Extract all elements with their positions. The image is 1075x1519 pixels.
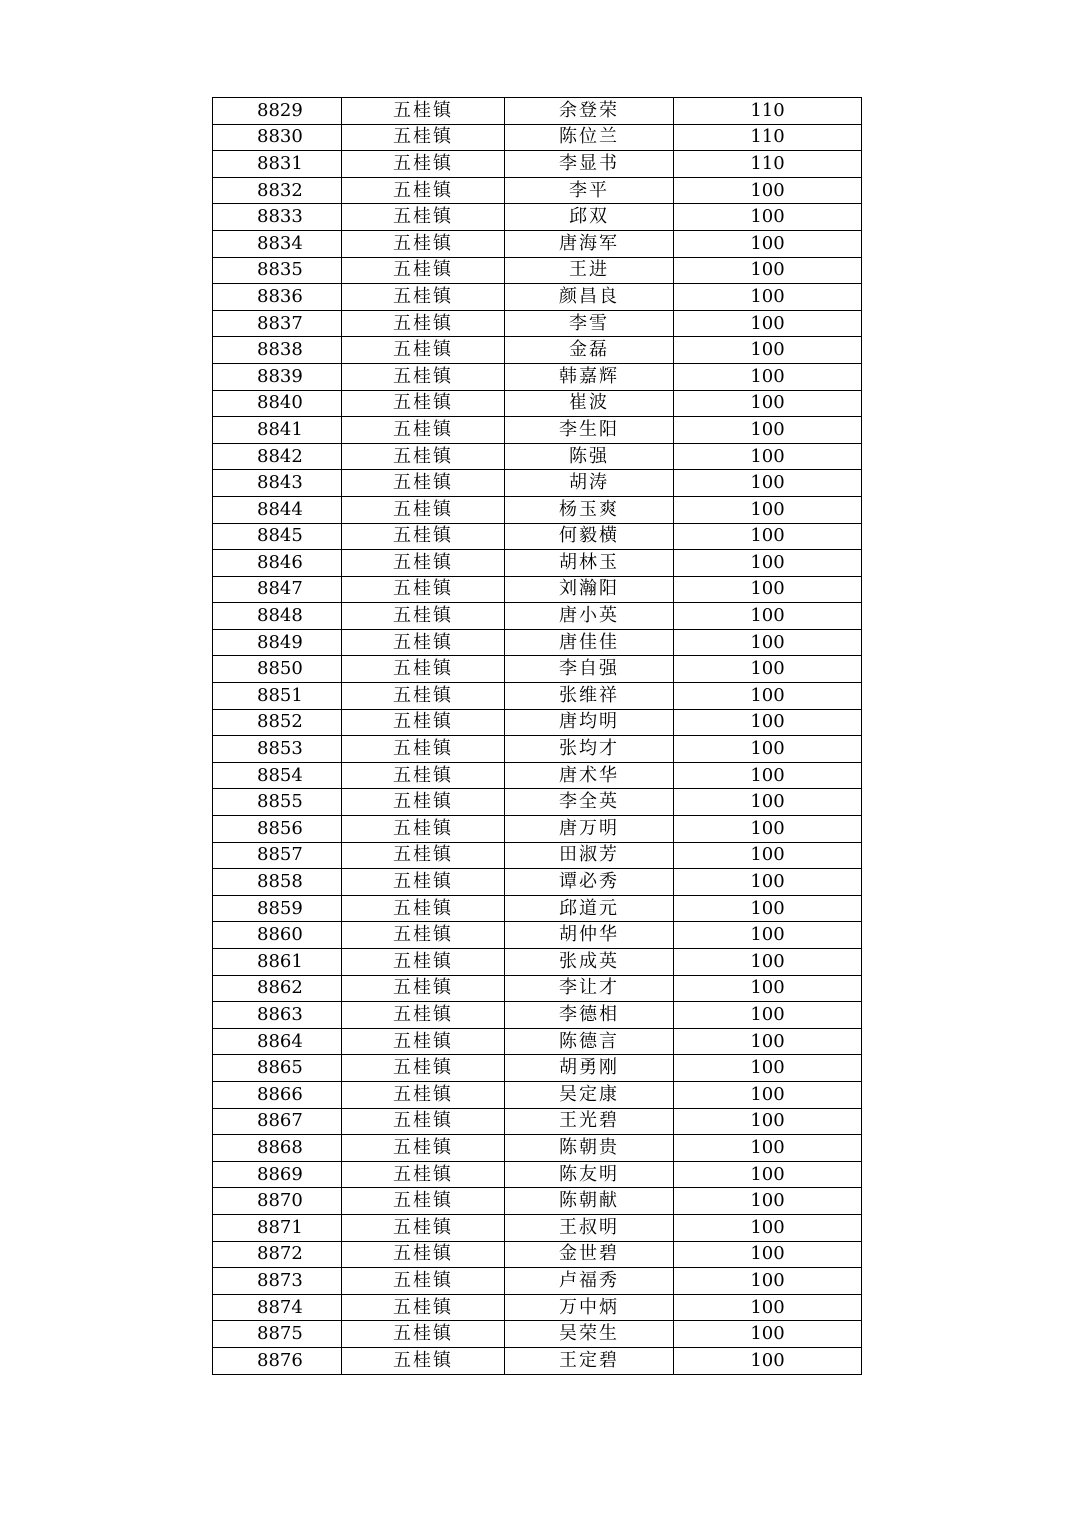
serial-number-cell: 8862	[213, 975, 342, 1002]
town-cell: 五桂镇	[342, 1347, 505, 1374]
table-row	[213, 496, 862, 523]
serial-number-cell: 8841	[213, 417, 342, 444]
amount-cell: 100	[674, 204, 862, 231]
town-cell: 五桂镇	[342, 1055, 505, 1082]
serial-number-cell: 8875	[213, 1321, 342, 1348]
amount-cell: 100	[674, 869, 862, 896]
serial-number-cell: 8837	[213, 310, 342, 337]
person-name-cell: 李全英	[505, 789, 674, 816]
amount-cell: 100	[674, 656, 862, 683]
amount-cell: 100	[674, 550, 862, 577]
table-row	[213, 762, 862, 789]
table-row	[213, 1241, 862, 1268]
serial-number-cell: 8843	[213, 470, 342, 497]
serial-number-cell: 8853	[213, 736, 342, 763]
town-cell: 五桂镇	[342, 683, 505, 710]
amount-cell: 100	[674, 257, 862, 284]
serial-number-cell: 8845	[213, 523, 342, 550]
amount-cell: 100	[674, 709, 862, 736]
table-row	[213, 124, 862, 151]
serial-number-cell: 8864	[213, 1028, 342, 1055]
roster-table	[212, 97, 862, 1375]
amount-cell: 100	[674, 949, 862, 976]
person-name-cell: 万中炳	[505, 1294, 674, 1321]
town-cell: 五桂镇	[342, 1002, 505, 1029]
person-name-cell: 张均才	[505, 736, 674, 763]
person-name-cell: 吴荣生	[505, 1321, 674, 1348]
serial-number-cell: 8861	[213, 949, 342, 976]
serial-number-cell: 8836	[213, 284, 342, 311]
table-row	[213, 629, 862, 656]
serial-number-cell: 8858	[213, 869, 342, 896]
serial-number-cell: 8838	[213, 337, 342, 364]
town-cell: 五桂镇	[342, 470, 505, 497]
table-row	[213, 1321, 862, 1348]
person-name-cell: 唐万明	[505, 816, 674, 843]
person-name-cell: 王定碧	[505, 1347, 674, 1374]
person-name-cell: 谭必秀	[505, 869, 674, 896]
town-cell: 五桂镇	[342, 523, 505, 550]
person-name-cell: 唐佳佳	[505, 629, 674, 656]
person-name-cell: 唐术华	[505, 762, 674, 789]
person-name-cell: 王光碧	[505, 1108, 674, 1135]
town-cell: 五桂镇	[342, 736, 505, 763]
table-row	[213, 151, 862, 178]
town-cell: 五桂镇	[342, 629, 505, 656]
serial-number-cell: 8863	[213, 1002, 342, 1029]
person-name-cell: 韩嘉辉	[505, 363, 674, 390]
town-cell: 五桂镇	[342, 1188, 505, 1215]
table-row	[213, 363, 862, 390]
amount-cell: 100	[674, 1241, 862, 1268]
town-cell: 五桂镇	[342, 390, 505, 417]
table-row	[213, 284, 862, 311]
serial-number-cell: 8850	[213, 656, 342, 683]
serial-number-cell: 8844	[213, 496, 342, 523]
town-cell: 五桂镇	[342, 1161, 505, 1188]
table-row	[213, 1002, 862, 1029]
town-cell: 五桂镇	[342, 922, 505, 949]
serial-number-cell: 8835	[213, 257, 342, 284]
person-name-cell: 李雪	[505, 310, 674, 337]
person-name-cell: 杨玉爽	[505, 496, 674, 523]
town-cell: 五桂镇	[342, 1214, 505, 1241]
serial-number-cell: 8876	[213, 1347, 342, 1374]
town-cell: 五桂镇	[342, 443, 505, 470]
amount-cell: 100	[674, 736, 862, 763]
amount-cell: 100	[674, 1347, 862, 1374]
table-row	[213, 603, 862, 630]
serial-number-cell: 8855	[213, 789, 342, 816]
amount-cell: 100	[674, 496, 862, 523]
amount-cell: 100	[674, 523, 862, 550]
amount-cell: 100	[674, 337, 862, 364]
serial-number-cell: 8839	[213, 363, 342, 390]
person-name-cell: 李自强	[505, 656, 674, 683]
town-cell: 五桂镇	[342, 124, 505, 151]
amount-cell: 100	[674, 1081, 862, 1108]
serial-number-cell: 8833	[213, 204, 342, 231]
table-row	[213, 683, 862, 710]
serial-number-cell: 8874	[213, 1294, 342, 1321]
table-row	[213, 310, 862, 337]
amount-cell: 100	[674, 1294, 862, 1321]
table-row	[213, 523, 862, 550]
table-row	[213, 949, 862, 976]
serial-number-cell: 8842	[213, 443, 342, 470]
amount-cell: 100	[674, 762, 862, 789]
amount-cell: 100	[674, 576, 862, 603]
town-cell: 五桂镇	[342, 417, 505, 444]
person-name-cell: 李平	[505, 177, 674, 204]
serial-number-cell: 8873	[213, 1268, 342, 1295]
table-row	[213, 257, 862, 284]
serial-number-cell: 8840	[213, 390, 342, 417]
serial-number-cell: 8830	[213, 124, 342, 151]
town-cell: 五桂镇	[342, 550, 505, 577]
serial-number-cell: 8870	[213, 1188, 342, 1215]
table-row	[213, 470, 862, 497]
amount-cell: 100	[674, 363, 862, 390]
town-cell: 五桂镇	[342, 1081, 505, 1108]
table-row	[213, 337, 862, 364]
person-name-cell: 唐小英	[505, 603, 674, 630]
town-cell: 五桂镇	[342, 656, 505, 683]
town-cell: 五桂镇	[342, 284, 505, 311]
amount-cell: 100	[674, 1188, 862, 1215]
town-cell: 五桂镇	[342, 1108, 505, 1135]
amount-cell: 100	[674, 443, 862, 470]
person-name-cell: 张成英	[505, 949, 674, 976]
serial-number-cell: 8857	[213, 842, 342, 869]
town-cell: 五桂镇	[342, 949, 505, 976]
amount-cell: 100	[674, 284, 862, 311]
table-row	[213, 975, 862, 1002]
serial-number-cell: 8834	[213, 230, 342, 257]
amount-cell: 100	[674, 629, 862, 656]
table-row	[213, 1347, 862, 1374]
table-row	[213, 1081, 862, 1108]
person-name-cell: 唐海军	[505, 230, 674, 257]
town-cell: 五桂镇	[342, 816, 505, 843]
amount-cell: 100	[674, 1321, 862, 1348]
serial-number-cell: 8856	[213, 816, 342, 843]
person-name-cell: 陈位兰	[505, 124, 674, 151]
person-name-cell: 余登荣	[505, 98, 674, 125]
town-cell: 五桂镇	[342, 1135, 505, 1162]
town-cell: 五桂镇	[342, 789, 505, 816]
amount-cell: 100	[674, 683, 862, 710]
serial-number-cell: 8854	[213, 762, 342, 789]
serial-number-cell: 8871	[213, 1214, 342, 1241]
amount-cell: 110	[674, 151, 862, 178]
town-cell: 五桂镇	[342, 975, 505, 1002]
town-cell: 五桂镇	[342, 709, 505, 736]
table-row	[213, 1188, 862, 1215]
serial-number-cell: 8849	[213, 629, 342, 656]
person-name-cell: 张维祥	[505, 683, 674, 710]
amount-cell: 100	[674, 842, 862, 869]
table-row	[213, 443, 862, 470]
person-name-cell: 卢福秀	[505, 1268, 674, 1295]
person-name-cell: 何毅横	[505, 523, 674, 550]
person-name-cell: 陈德言	[505, 1028, 674, 1055]
table-row	[213, 177, 862, 204]
amount-cell: 100	[674, 975, 862, 1002]
amount-cell: 100	[674, 1002, 862, 1029]
amount-cell: 100	[674, 230, 862, 257]
person-name-cell: 王进	[505, 257, 674, 284]
table-row	[213, 1135, 862, 1162]
town-cell: 五桂镇	[342, 842, 505, 869]
town-cell: 五桂镇	[342, 496, 505, 523]
amount-cell: 100	[674, 895, 862, 922]
table-row	[213, 816, 862, 843]
amount-cell: 100	[674, 310, 862, 337]
person-name-cell: 胡勇刚	[505, 1055, 674, 1082]
amount-cell: 100	[674, 417, 862, 444]
person-name-cell: 胡仲华	[505, 922, 674, 949]
person-name-cell: 陈朝贵	[505, 1135, 674, 1162]
amount-cell: 110	[674, 124, 862, 151]
person-name-cell: 李生阳	[505, 417, 674, 444]
town-cell: 五桂镇	[342, 98, 505, 125]
person-name-cell: 陈友明	[505, 1161, 674, 1188]
table-row	[213, 417, 862, 444]
person-name-cell: 吴定康	[505, 1081, 674, 1108]
table-row	[213, 1161, 862, 1188]
person-name-cell: 田淑芳	[505, 842, 674, 869]
town-cell: 五桂镇	[342, 895, 505, 922]
amount-cell: 100	[674, 177, 862, 204]
amount-cell: 100	[674, 1108, 862, 1135]
town-cell: 五桂镇	[342, 337, 505, 364]
table-row	[213, 842, 862, 869]
town-cell: 五桂镇	[342, 576, 505, 603]
amount-cell: 100	[674, 1055, 862, 1082]
person-name-cell: 李显书	[505, 151, 674, 178]
person-name-cell: 金世碧	[505, 1241, 674, 1268]
town-cell: 五桂镇	[342, 151, 505, 178]
person-name-cell: 金磊	[505, 337, 674, 364]
serial-number-cell: 8865	[213, 1055, 342, 1082]
amount-cell: 100	[674, 603, 862, 630]
table-row	[213, 576, 862, 603]
serial-number-cell: 8852	[213, 709, 342, 736]
amount-cell: 100	[674, 1161, 862, 1188]
amount-cell: 100	[674, 789, 862, 816]
town-cell: 五桂镇	[342, 603, 505, 630]
table-row	[213, 1294, 862, 1321]
table-row	[213, 230, 862, 257]
roster-table-body	[213, 98, 862, 1375]
table-row	[213, 656, 862, 683]
town-cell: 五桂镇	[342, 1268, 505, 1295]
person-name-cell: 王叔明	[505, 1214, 674, 1241]
table-row	[213, 204, 862, 231]
amount-cell: 100	[674, 816, 862, 843]
amount-cell: 100	[674, 1214, 862, 1241]
person-name-cell: 刘瀚阳	[505, 576, 674, 603]
person-name-cell: 唐均明	[505, 709, 674, 736]
town-cell: 五桂镇	[342, 257, 505, 284]
table-row	[213, 709, 862, 736]
table-row	[213, 1214, 862, 1241]
table-row	[213, 736, 862, 763]
serial-number-cell: 8866	[213, 1081, 342, 1108]
serial-number-cell: 8860	[213, 922, 342, 949]
amount-cell: 100	[674, 1268, 862, 1295]
person-name-cell: 邱道元	[505, 895, 674, 922]
person-name-cell: 崔波	[505, 390, 674, 417]
amount-cell: 110	[674, 98, 862, 125]
amount-cell: 100	[674, 922, 862, 949]
serial-number-cell: 8832	[213, 177, 342, 204]
serial-number-cell: 8868	[213, 1135, 342, 1162]
town-cell: 五桂镇	[342, 230, 505, 257]
serial-number-cell: 8851	[213, 683, 342, 710]
serial-number-cell: 8846	[213, 550, 342, 577]
town-cell: 五桂镇	[342, 204, 505, 231]
table-row	[213, 1028, 862, 1055]
table-row	[213, 789, 862, 816]
table-row	[213, 869, 862, 896]
table-row	[213, 1268, 862, 1295]
amount-cell: 100	[674, 390, 862, 417]
town-cell: 五桂镇	[342, 1028, 505, 1055]
town-cell: 五桂镇	[342, 1294, 505, 1321]
amount-cell: 100	[674, 1028, 862, 1055]
person-name-cell: 胡涛	[505, 470, 674, 497]
serial-number-cell: 8848	[213, 603, 342, 630]
table-row	[213, 1108, 862, 1135]
town-cell: 五桂镇	[342, 1241, 505, 1268]
person-name-cell: 胡林玉	[505, 550, 674, 577]
person-name-cell: 李德相	[505, 1002, 674, 1029]
town-cell: 五桂镇	[342, 869, 505, 896]
serial-number-cell: 8829	[213, 98, 342, 125]
town-cell: 五桂镇	[342, 363, 505, 390]
serial-number-cell: 8867	[213, 1108, 342, 1135]
table-row	[213, 922, 862, 949]
serial-number-cell: 8831	[213, 151, 342, 178]
amount-cell: 100	[674, 1135, 862, 1162]
serial-number-cell: 8872	[213, 1241, 342, 1268]
table-row	[213, 98, 862, 125]
table-row	[213, 1055, 862, 1082]
person-name-cell: 李让才	[505, 975, 674, 1002]
person-name-cell: 邱双	[505, 204, 674, 231]
table-row	[213, 550, 862, 577]
person-name-cell: 陈朝献	[505, 1188, 674, 1215]
town-cell: 五桂镇	[342, 1321, 505, 1348]
person-name-cell: 颜昌良	[505, 284, 674, 311]
table-row	[213, 390, 862, 417]
town-cell: 五桂镇	[342, 310, 505, 337]
person-name-cell: 陈强	[505, 443, 674, 470]
amount-cell: 100	[674, 470, 862, 497]
town-cell: 五桂镇	[342, 762, 505, 789]
serial-number-cell: 8869	[213, 1161, 342, 1188]
table-row	[213, 895, 862, 922]
town-cell: 五桂镇	[342, 177, 505, 204]
serial-number-cell: 8859	[213, 895, 342, 922]
serial-number-cell: 8847	[213, 576, 342, 603]
